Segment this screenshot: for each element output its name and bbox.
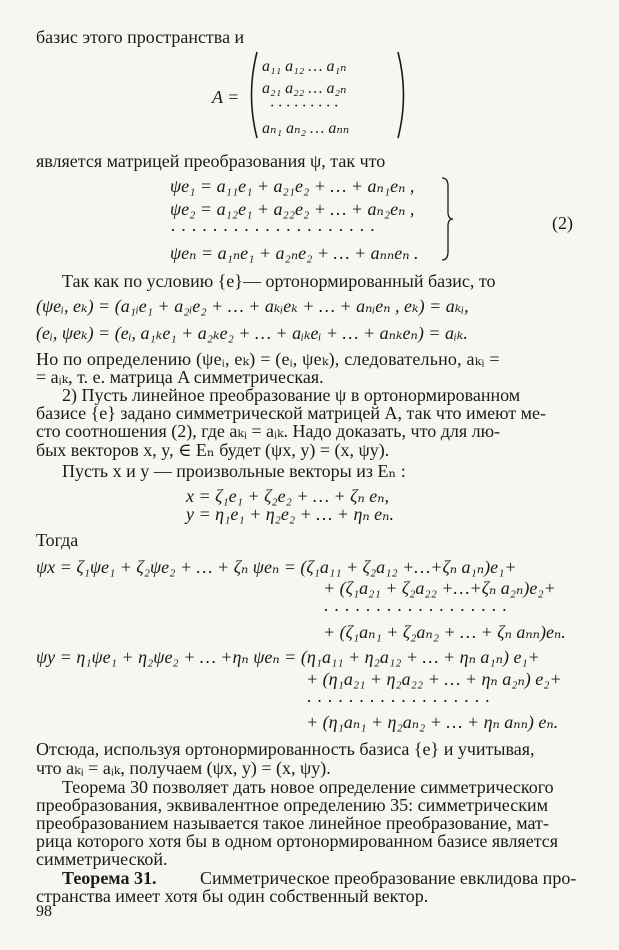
theorem-label: Теорема 31.: [62, 868, 157, 888]
text-line: = aᵢₖ, т. е. матрица A симметрическая.: [36, 367, 324, 387]
equation-line: + (η₁a₂₁ + η₂a₂₂ + … + ηₙ a₂ₙ) e₂+: [306, 669, 562, 689]
equation-line: ψe₁ = a₁₁e₁ + a₂₁e₂ + … + aₙ₁eₙ ,: [170, 176, 415, 196]
page-number: 98: [36, 903, 52, 920]
equation-line: ψy = η₁ψe₁ + η₂ψe₂ + … +ηₙ ψeₙ = (η₁a₁₁ + η₂a₁₂ + … + ηₙ a₁ₙ) e₁+: [36, 647, 540, 667]
equation-line: ψx = ζ₁ψe₁ + ζ₂ψe₂ + … + ζₙ ψeₙ = (ζ₁a₁₁ + ζ₂a₁₂ +…+ζₙ a₁ₙ)e₁+: [36, 557, 517, 577]
text-line: является матрицей преобразования ψ, так что: [36, 151, 386, 171]
equation-line: (ψeᵢ, eₖ) = (a₁ᵢe₁ + a₂ᵢe₂ + … + aₖᵢeₖ + … + aₙᵢeₙ , eₖ) = aₖᵢ,: [36, 296, 469, 316]
matrix-dots-row: · · · · · · · · ·: [270, 98, 338, 115]
text-line: преобразования, эквивалентное определению 35: симметрическим: [36, 795, 548, 815]
text-line: базис этого пространства и: [36, 27, 245, 47]
equation-dots-line: · · · · · · · · · · · · · · · · · ·: [323, 600, 508, 620]
text-line: что aₖᵢ = aᵢₖ, получаем (ψx, y) = (x, ψy).: [36, 758, 331, 778]
matrix-right-paren: [396, 50, 410, 140]
equation-line: x = ζ₁e₁ + ζ₂e₂ + … + ζₙ eₙ,: [186, 486, 390, 506]
text-line: Симметрическое преобразование евклидова про-: [200, 868, 577, 888]
equation-line: ψe₂ = a₁₂e₁ + a₂₂e₂ + … + aₙ₂eₙ ,: [170, 199, 415, 219]
matrix-row: a₁₁ a₁₂ … a₁ₙ: [262, 58, 347, 75]
equation-line: + (ζ₁aₙ₁ + ζ₂aₙ₂ + … + ζₙ aₙₙ)eₙ.: [323, 622, 566, 642]
equation-line: + (η₁aₙ₁ + η₂aₙ₂ + … + ηₙ aₙₙ) eₙ.: [306, 712, 559, 732]
equation-line: y = η₁e₁ + η₂e₂ + … + ηₙ eₙ.: [186, 504, 394, 524]
text-line: базисе {e} задано симметрической матрицей A, так что имеют ме-: [36, 403, 547, 423]
text-line: Пусть x и y — произвольные векторы из Eₙ :: [62, 461, 406, 481]
text-line: Так как по условию {e}— ортонормированный базис, то: [62, 271, 496, 291]
text-line: Тогда: [36, 530, 79, 550]
equation-dots-line: · · · · · · · · · · · · · · · · · · · ·: [170, 220, 376, 240]
text-line: преобразованием называется такое линейное преобразование, мат-: [36, 813, 549, 833]
system-right-brace: [440, 176, 454, 262]
text-line: рица которого хотя бы в одном ортонормированном базисе является: [36, 831, 559, 851]
equation-number: (2): [552, 213, 573, 233]
matrix-left-paren: [245, 50, 259, 140]
matrix-row: a₂₁ a₂₂ … a₂ₙ: [262, 80, 347, 97]
text-line: бых векторов x, y, ∈ Eₙ будет (ψx, y) = (x, ψy).: [36, 440, 390, 460]
text-line: сто соотношения (2), где aₖᵢ = aᵢₖ. Надо доказать, что для лю-: [36, 421, 501, 441]
equation-line: (eᵢ, ψeₖ) = (eᵢ, a₁ₖe₁ + a₂ₖe₂ + … + aᵢₖeᵢ + … + aₙₖeₙ) = aᵢₖ.: [36, 323, 468, 343]
text-line: симметрической.: [36, 849, 168, 869]
text-line: странства имеет хотя бы один собственный вектор.: [36, 886, 429, 906]
equation-line: + (ζ₁a₂₁ + ζ₂a₂₂ +…+ζₙ a₂ₙ)e₂+: [323, 578, 556, 598]
text-line: Отсюда, используя ортонормированность базиса {e} и учитывая,: [36, 739, 535, 759]
text-line: 2) Пусть линейное преобразование ψ в ортонормированном: [62, 385, 521, 405]
text-line: Теорема 30 позволяет дать новое определение симметрического: [62, 777, 554, 797]
equation-dots-line: · · · · · · · · · · · · · · · · · ·: [306, 691, 491, 711]
text-line: Но по определению (ψeᵢ, eₖ) = (eᵢ, ψeₖ), следовательно, aₖᵢ =: [36, 349, 500, 369]
matrix-row: aₙ₁ aₙ₂ … aₙₙ: [262, 120, 350, 137]
equation-line: ψeₙ = a₁ₙe₁ + a₂ₙe₂ + … + aₙₙeₙ .: [170, 243, 419, 263]
matrix-lhs: A =: [212, 87, 240, 107]
